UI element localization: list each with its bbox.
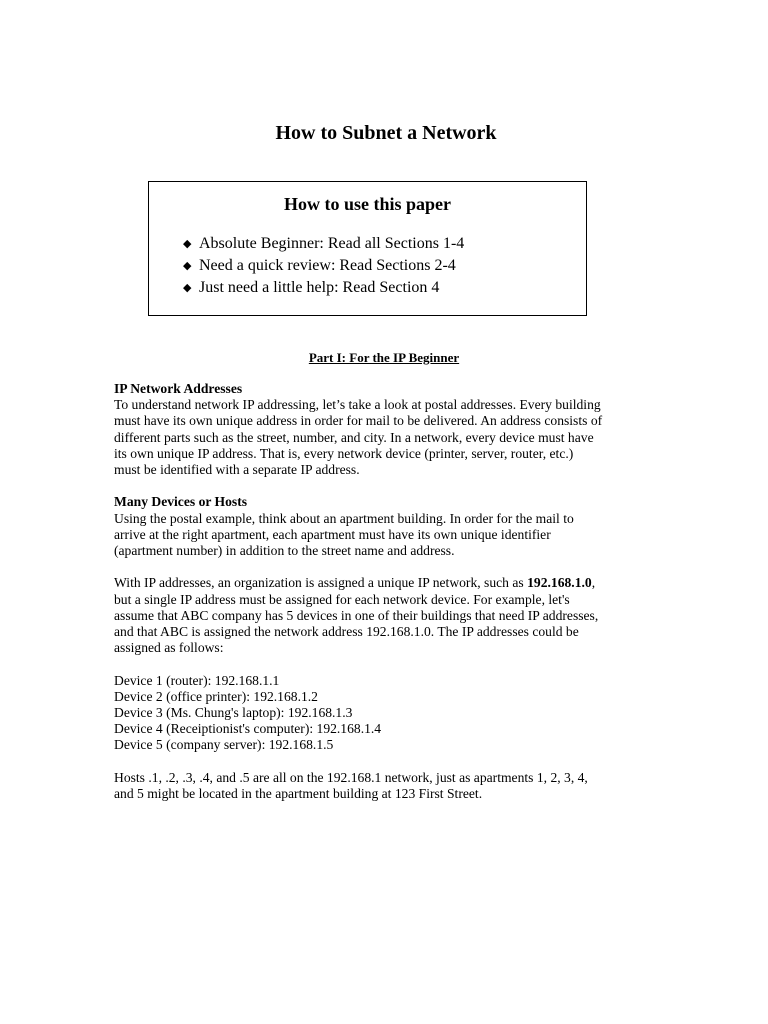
paragraph-line: different parts such as the street, number, and city. In a network, every device must have	[114, 429, 594, 445]
device-entry: Device 1 (router): 192.168.1.1	[114, 672, 280, 688]
paragraph-line: (apartment number) in addition to the street name and address.	[114, 543, 455, 559]
hosts-paragraph	[114, 770, 674, 802]
paragraph-line: assume that ABC company has 5 devices in one of their buildings that need IP addresses,	[114, 607, 599, 623]
paragraph-text: With IP addresses, an organization is assigned a unique IP network, such as	[114, 575, 528, 591]
section-ip-network-addresses	[114, 381, 674, 478]
part-heading	[0, 348, 768, 368]
paragraph-line: and 5 might be located in the apartment building at 123 First Street.	[114, 786, 483, 802]
paragraph-text: ,	[591, 575, 596, 591]
usage-box-heading: How to use this paper	[283, 194, 451, 214]
section-heading: IP Network Addresses	[114, 381, 243, 396]
device-entry: Device 4 (Receiptionist's computer): 192.168.1.4	[114, 721, 382, 737]
device-entry: Device 3 (Ms. Chung's laptop): 192.168.1.3	[114, 705, 353, 721]
paragraph-line: its own unique IP address. That is, every network device (printer, server, router, etc.)	[114, 445, 574, 461]
usage-list	[183, 233, 464, 299]
paragraph-line: Hosts .1, .2, .3, .4, and .5 are all on the 192.168.1 network, just as apartments 1, 2, 3, 4,	[114, 769, 588, 785]
paragraph-line: assigned as follows:	[114, 640, 224, 656]
section-many-devices	[114, 494, 674, 559]
paragraph-line: and that ABC is assigned the network address 192.168.1.0. The IP addresses could be	[114, 624, 579, 640]
part-heading-text: Part I: For the IP Beginner	[308, 350, 460, 365]
device-entry: Device 5 (company server): 192.168.1.5	[114, 737, 334, 753]
usage-list-item	[183, 255, 464, 277]
diamond-bullet-icon: ◆	[183, 282, 192, 294]
paragraph-line: must have its own unique address in order for mail to be delivered. An address consists of	[114, 413, 603, 429]
paragraph-line: To understand network IP addressing, let’s take a look at postal addresses. Every building	[114, 397, 601, 413]
usage-item-text: Just need a little help: Read Section 4	[199, 279, 440, 296]
paragraph-line: arrive at the right apartment, each apartment must have its own unique identifier	[114, 526, 551, 542]
usage-item-text: Absolute Beginner: Read all Sections 1-4	[199, 235, 465, 252]
paragraph-line	[114, 575, 674, 591]
usage-list-item	[183, 233, 464, 255]
device-entry: Device 2 (office printer): 192.168.1.2	[114, 688, 318, 704]
usage-list-item	[183, 277, 464, 299]
paragraph-line: must be identified with a separate IP address.	[114, 462, 360, 478]
device-list	[114, 673, 674, 754]
section-heading: Many Devices or Hosts	[114, 494, 248, 510]
network-address-emphasis: 192.168.1.0	[527, 575, 592, 591]
document-title: How to Subnet a Network	[275, 122, 497, 144]
usage-item-text: Need a quick review: Read Sections 2-4	[199, 257, 456, 274]
body-text	[114, 381, 674, 802]
paragraph-line: but a single IP address must be assigned for each network device. For example, let's	[114, 591, 570, 607]
diamond-bullet-icon: ◆	[183, 238, 192, 250]
diamond-bullet-icon: ◆	[183, 260, 192, 272]
paragraph-line: Using the postal example, think about an apartment building. In order for the mail to	[114, 510, 574, 526]
usage-box	[148, 181, 587, 316]
ip-assignment-paragraph	[114, 575, 674, 656]
